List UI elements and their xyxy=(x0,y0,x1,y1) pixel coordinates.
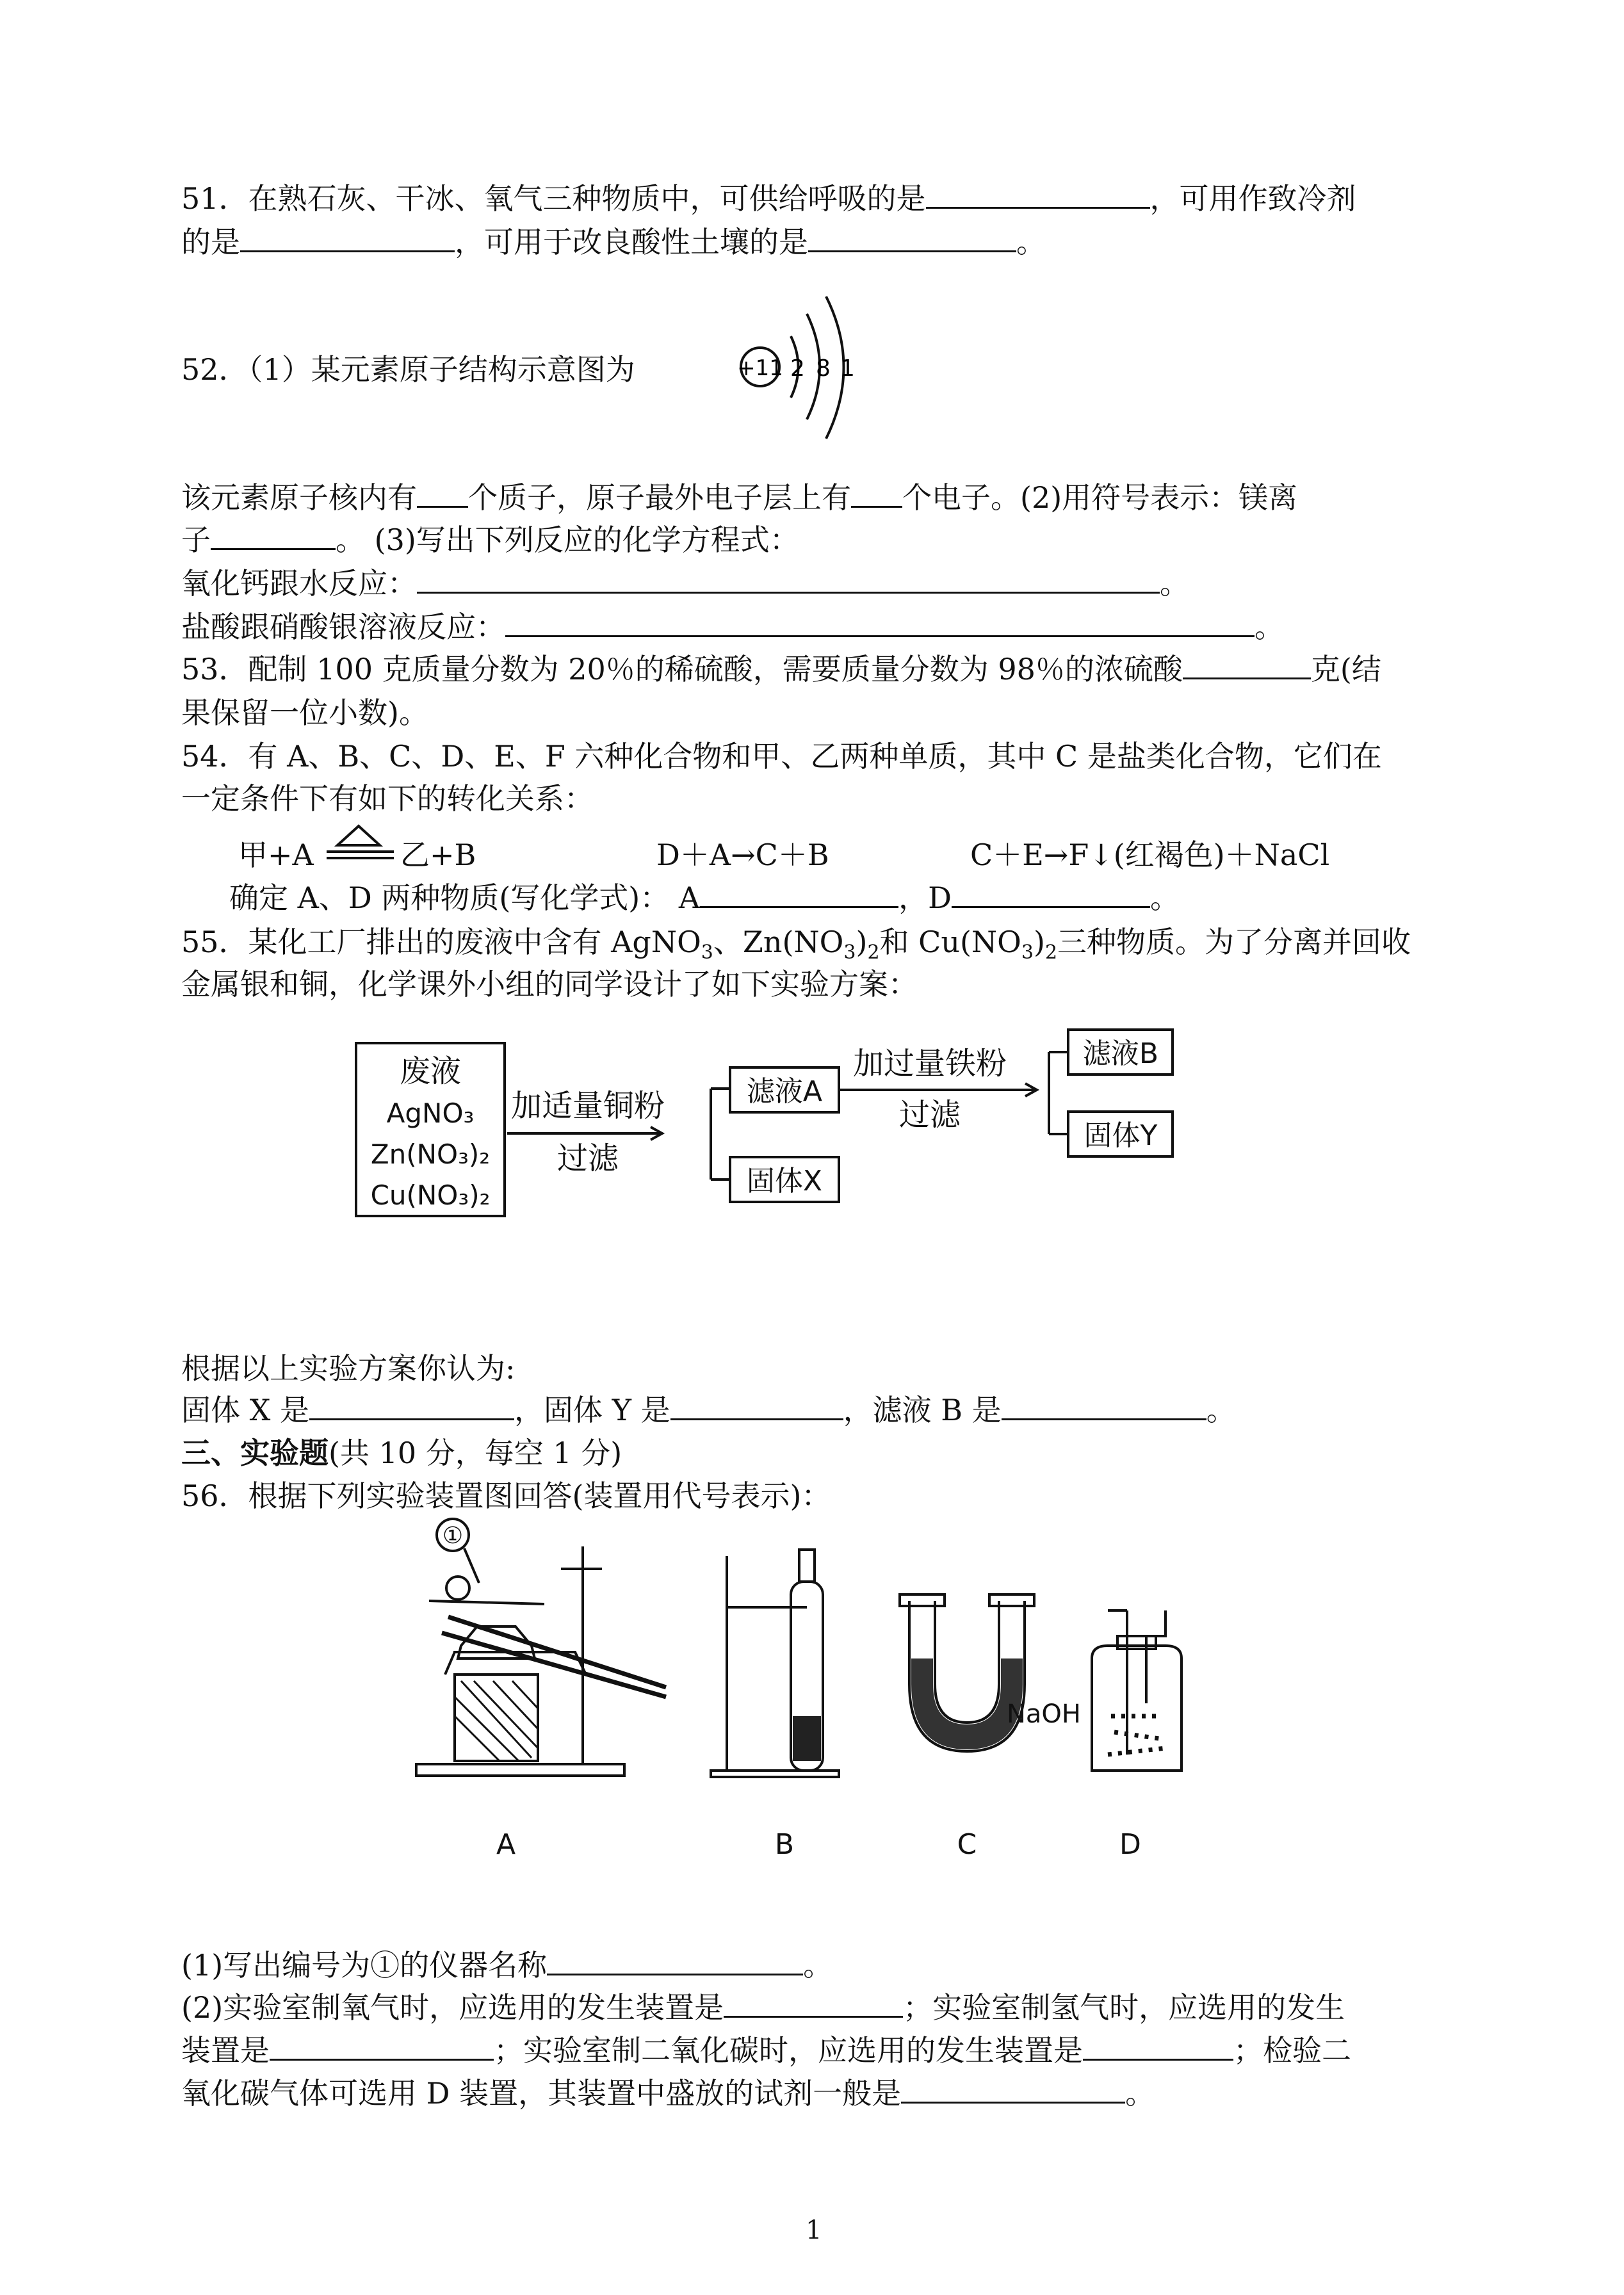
filtrate-a-label: 滤液A xyxy=(746,1075,823,1108)
apparatus-figure xyxy=(410,1511,1204,1876)
q56-intro-text: 56．根据下列实验装置图回答(装置用代号表示)： xyxy=(181,1479,831,1513)
q52-line1-a: 该元素原子核内有 xyxy=(181,480,417,515)
atom-structure-diagram xyxy=(730,291,884,445)
q56-p3-c: ；检验二 xyxy=(1233,2033,1351,2068)
q52-line1 xyxy=(181,477,1468,518)
filtrate-b-label: 滤液B xyxy=(1082,1037,1159,1070)
wash-bottle-liquid xyxy=(1108,1716,1165,1755)
q55-sub-3: 2 xyxy=(867,941,880,964)
section-3-heading xyxy=(181,1432,1468,1473)
separation-flow-diagram xyxy=(346,1021,1191,1239)
q52-reaction-2 xyxy=(181,606,1468,647)
arrow1-top-label: 加适量铜粉 xyxy=(510,1088,665,1124)
q52-line1-b: 个质子，原子最外电子层上有 xyxy=(468,480,851,515)
q52-line2-b: 。 (3)写出下列反应的化学方程式： xyxy=(336,523,799,557)
apparatus-b xyxy=(711,1550,839,1777)
q52-r2-label: 盐酸跟硝酸银溶液反应： xyxy=(181,610,505,644)
arrow1-bottom-label: 过滤 xyxy=(556,1140,619,1176)
u-tube-desiccant xyxy=(911,1658,1023,1749)
q52-blank-ion[interactable] xyxy=(211,523,336,550)
stand-base-b xyxy=(711,1771,839,1777)
q51-line2 xyxy=(181,222,1468,263)
q56-intro xyxy=(181,1475,1468,1516)
q55-sub-4: 3 xyxy=(1021,941,1034,964)
label-a: A xyxy=(496,1828,516,1861)
q54-line4 xyxy=(229,877,1516,918)
q54-eq1-left: 甲+A xyxy=(238,838,314,872)
q55-line2 xyxy=(181,964,1468,1005)
tripod-leg-left xyxy=(445,1652,455,1675)
q56-blank-hydrogen[interactable] xyxy=(270,2033,494,2061)
u-tube-stopper-left xyxy=(900,1594,945,1606)
u-tube-stopper-right xyxy=(989,1594,1034,1606)
q54-line4-a: 确定 A、D 两种物质(写化学式)： A xyxy=(229,880,701,915)
q52-reaction-1 xyxy=(181,563,1468,604)
q52-r1-end: 。 xyxy=(1160,566,1189,601)
q51-line2-start: 的是 xyxy=(181,225,240,259)
q56-p4-a: 氧化碳气体可选用 D 装置，其装置中盛放的试剂一般是 xyxy=(181,2076,902,2111)
q53-blank[interactable] xyxy=(1183,652,1311,679)
naoh-label: NaOH xyxy=(1007,1699,1081,1729)
apparatus-a xyxy=(416,1519,666,1776)
q54-eq3: C＋E→F↓(红褐色)＋NaCl xyxy=(970,838,1330,872)
test-tube-bottom-wall xyxy=(442,1633,666,1697)
q53-line1-a: 53．配制 100 克质量分数为 20％的稀硫酸，需要质量分数为 98％的浓硫酸 xyxy=(181,652,1183,686)
shell-3-electrons: 1 xyxy=(840,355,855,382)
q52-r1-label: 氧化钙跟水反应： xyxy=(181,566,417,601)
q54-line2-text: 一定条件下有如下的转化关系： xyxy=(181,781,594,816)
shell-2-electrons: 8 xyxy=(816,355,831,382)
tube-stopper xyxy=(446,1577,469,1600)
callout-line xyxy=(464,1548,479,1583)
q53-line1 xyxy=(181,649,1468,690)
q55-sub-2: 3 xyxy=(843,941,856,964)
q56-part4 xyxy=(181,2073,1468,2114)
q52-blank-electrons[interactable] xyxy=(851,480,902,508)
q55-question-intro xyxy=(181,1348,1468,1389)
q55-q-intro-text: 根据以上实验方案你认为: xyxy=(181,1351,516,1386)
section-3-note: (共 10 分，每空 1 分) xyxy=(329,1436,622,1470)
q56-p3-b: ；实验室制二氧化碳时，应选用的发生装置是 xyxy=(494,2033,1083,2068)
stand-base-a xyxy=(416,1764,624,1776)
waste-box-title: 废液 xyxy=(399,1053,462,1089)
q52-line2-a: 子 xyxy=(181,523,211,557)
q55-question-line xyxy=(181,1390,1468,1431)
q55-line1-a: 55．某化工厂排出的废液中含有 AgNO xyxy=(181,925,701,959)
q55-blank-x[interactable] xyxy=(309,1393,514,1420)
q52-intro-text: 52．（1）某元素原子结构示意图为 xyxy=(181,352,635,387)
label-c: C xyxy=(957,1828,977,1861)
q51-blank-2[interactable] xyxy=(240,225,455,252)
q52-r2-end: 。 xyxy=(1255,610,1284,644)
q55-line1-d: 和 Cu(NO xyxy=(879,925,1021,959)
q56-p1-end: 。 xyxy=(803,1948,833,1983)
q52-blank-protons[interactable] xyxy=(417,480,468,508)
q55-line1-f: 三种物质。为了分离并回收 xyxy=(1057,925,1411,959)
q53-line2 xyxy=(181,692,1468,733)
q56-p1-a: (1)写出编号为①的仪器名称 xyxy=(181,1948,548,1983)
q55-line1-e: ) xyxy=(1033,925,1045,959)
q55-blank-y[interactable] xyxy=(670,1393,843,1420)
q53-line2-text: 果保留一位小数)。 xyxy=(181,695,428,730)
q51-mid1: ，可用作致冷剂 xyxy=(1149,181,1356,216)
q52-line1-c: 个电子。(2)用符号表示：镁离 xyxy=(902,480,1298,515)
q54-line1-text: 54．有 A、B、C、D、E、F 六种化合物和甲、乙两种单质，其中 C 是盐类化合物，它们在 xyxy=(181,739,1382,774)
q51-text: 51．在熟石灰、干冰、氧气三种物质中，可供给呼吸的是 xyxy=(181,181,926,216)
q56-part1 xyxy=(181,1945,1468,1986)
q56-p2-a: (2)实验室制氧气时，应选用的发生装置是 xyxy=(181,1990,724,2025)
q56-part2 xyxy=(181,1987,1468,2028)
delivery-tube xyxy=(429,1601,544,1604)
q55-line1-c: ) xyxy=(856,925,868,959)
solid-x-label: 固体X xyxy=(746,1165,823,1197)
q51-blank-1[interactable] xyxy=(926,181,1150,209)
q55-q-b: ，固体 Y 是 xyxy=(514,1393,670,1427)
q51-mid2: ，可用于改良酸性土壤的是 xyxy=(455,225,808,259)
q55-q-a: 固体 X 是 xyxy=(181,1393,309,1427)
apparatus-d xyxy=(1092,1610,1181,1771)
arrow2-bottom-label: 过滤 xyxy=(898,1097,961,1133)
q55-q-c: ，滤液 B 是 xyxy=(843,1393,1002,1427)
waste-box-zn: Zn(NO₃)₂ xyxy=(370,1139,491,1170)
q56-part3 xyxy=(181,2030,1468,2071)
q55-sub-1: 3 xyxy=(701,941,713,964)
burner-hatch xyxy=(455,1681,538,1761)
q54-blank-d[interactable] xyxy=(952,880,1150,908)
heat-condition-equals xyxy=(323,821,397,866)
q54-end: 。 xyxy=(1149,880,1180,915)
q52-line2 xyxy=(181,519,1468,560)
q53-line1-b: 克(结 xyxy=(1310,652,1381,686)
q52-blank-r1[interactable] xyxy=(417,566,1160,594)
label-b: B xyxy=(774,1828,795,1861)
q54-line1 xyxy=(181,736,1468,777)
q55-line2-text: 金属银和铜，化学课外小组的同学设计了如下实验方案： xyxy=(181,967,918,1002)
q54-eq2: D＋A→C＋B xyxy=(656,838,829,872)
q56-blank-reagent[interactable] xyxy=(901,2076,1125,2104)
solid-y-label: 固体Y xyxy=(1084,1119,1158,1152)
q56-p2-b: ；实验室制氢气时，应选用的发生 xyxy=(903,1990,1345,2025)
label-d: D xyxy=(1119,1828,1141,1861)
q55-end: 。 xyxy=(1206,1393,1236,1427)
solid-in-tube-b xyxy=(793,1716,821,1761)
waste-box-cu: Cu(NO₃)₂ xyxy=(370,1180,491,1211)
q54-blank-a[interactable] xyxy=(700,880,898,908)
waste-box-agno3: AgNO₃ xyxy=(386,1098,475,1129)
q51-blank-3[interactable] xyxy=(808,225,1016,252)
q55-sub-5: 2 xyxy=(1044,941,1058,964)
q54-line4-b: ，D xyxy=(898,880,952,915)
q54-eq1-right: 乙+B xyxy=(400,838,476,872)
section-3-title: 三、实验题 xyxy=(181,1436,329,1470)
q55-line1-b: 、Zn(NO xyxy=(713,925,844,959)
q51-end: 。 xyxy=(1016,225,1046,259)
q55-blank-b[interactable] xyxy=(1002,1393,1206,1420)
circled-one-label: ① xyxy=(442,1523,464,1549)
q56-blank-co2[interactable] xyxy=(1083,2033,1233,2061)
page-number: 1 xyxy=(806,2216,822,2245)
q56-p4-end: 。 xyxy=(1125,2076,1155,2111)
arrow2-top-label: 加过量铁粉 xyxy=(852,1046,1007,1082)
q54-equation-3 xyxy=(970,834,1624,875)
nucleus-charge: +11 xyxy=(737,355,783,381)
q54-line2 xyxy=(181,778,1468,819)
q56-blank-oxygen[interactable] xyxy=(724,1990,903,2018)
q56-blank-instrument[interactable] xyxy=(547,1948,803,1975)
q51-line1 xyxy=(181,178,1468,219)
heat-triangle-icon xyxy=(337,826,380,845)
q52-blank-r2[interactable] xyxy=(505,610,1255,637)
funnel-stem-b xyxy=(799,1550,815,1582)
wash-bottle xyxy=(1092,1646,1181,1771)
q56-p3-a: 装置是 xyxy=(181,2033,270,2068)
shell-1-electrons: 2 xyxy=(790,355,805,382)
